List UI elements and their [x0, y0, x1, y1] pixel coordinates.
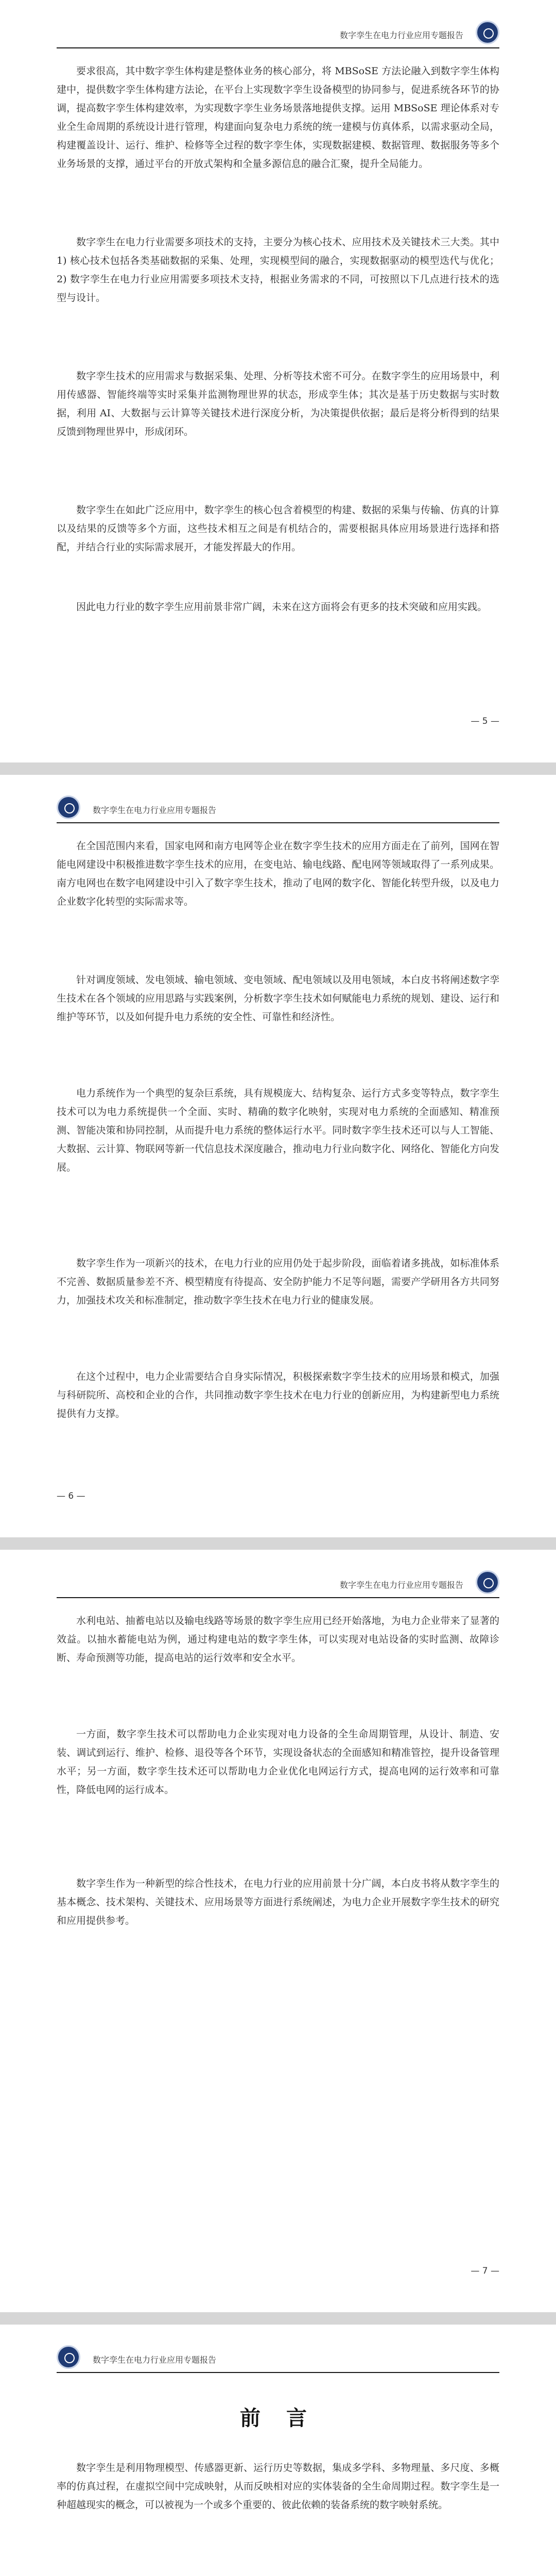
paragraph: 在这个过程中，电力企业需要结合自身实际情况，积极探索数字孪生技术的应用场景和模式，加强与科研院所、高校和企业的合作，共同推动数字孪生技术在电力行业的创新应用，为构建新型电力系统提供有力支撑。 [57, 1371, 499, 1419]
paragraph: 电力系统作为一个典型的复杂巨系统，具有规模庞大、结构复杂、运行方式多变等特点，数字孪生技术可以为电力系统提供一个全面、实时、精确的数字化映射，实现对电力系统的全面感知、精准预测、智能决策和协同控制，从而提升电力系统的整体运行水平。同时数字孪生技术还可以与人工智能、大数据、云计算、物联网等新一代信息技术深度融合，推动电力行业向数字化、网络化、智能化方向发展。 [57, 1088, 499, 1173]
page-separator [0, 1537, 556, 1550]
paragraph: 水利电站、抽蓄电站以及输电线路等场景的数字孪生应用已经开始落地，为电力企业带来了显著的效益。以抽水蓄能电站为例，通过构建电站的数字孪生体，可以实现对电站设备的实时监测、故障诊断、寿命预测等功能，提高电站的运行效率和安全水平。 [57, 1615, 499, 1664]
logo-icon [476, 1570, 499, 1594]
page-header [57, 21, 499, 48]
paragraph: 数字孪生作为一种新型的综合性技术，在电力行业的应用前景十分广阔，本白皮书将从数字孪生的基本概念、技术架构、关键技术、应用场景等方面进行系统阐述，为电力企业开展数字孪生技术的研究和应用提供参考。 [57, 1878, 499, 1926]
paragraph: 数字孪生在如此广泛应用中，数字孪生的核心包含着模型的构建、数据的采集与传输、仿真的计算以及结果的反馈等多个方面，这些技术相互之间是有机结合的，需要根据具体应用场景进行选择和搭配，并结合行业的实际需求展开，才能发挥最大的作用。 [57, 504, 499, 553]
paragraph: 在全国范围内来看，国家电网和南方电网等企业在数字孪生技术的应用方面走在了前列，国网在智能电网建设中积极推进数字孪生技术的应用，在变电站、输电线路、配电网等领域取得了一系列成果。南方电网也在数字电网建设中引入了数字孪生技术，推动了电网的数字化、智能化转型升级，以及电力企业数字化转型的实际需求等。 [57, 840, 499, 907]
paragraph: 一方面，数字孪生技术可以帮助电力企业实现对电力设备的全生命周期管理，从设计、制造、安装、调试到运行、维护、检修、退役等各个环节，实现设备状态的全面感知和精准管控，提升设备管理水平；另一方面，数字孪生技术还可以帮助电力企业优化电网运行方式，提高电网的运行效率和可靠性，降低电网的运行成本。 [57, 1728, 499, 1795]
paragraph: 数字孪生作为一项新兴的技术，在电力行业的应用仍处于起步阶段，面临着诸多挑战，如标准体系不完善、数据质量参差不齐、模型精度有待提高、安全防护能力不足等问题，需要产学研用各方共同努力，加强技术攻关和标准制定，推动数字孪生技术在电力行业的健康发展。 [57, 1258, 499, 1306]
paragraph: 要求很高，其中数字孪生体构建是整体业务的核心部分，将 MBSoSE 方法论融入到数字孪生体构建中，提供数字孪生体构建方法论，在平台上实现数字孪生设备模型的协同参与，促进系统各环节的协调，提高数字孪生体构建效率，为实现数字孪生业务场景落地提供支撑。运用 MBSoSE 理论体系对专业全生命周期的系统设计进行管理，构建面向复杂电力系统的统一建模与仿真体系，以需求驱动全局，构建覆盖设计、运行、维护、检修等全过程的数字孪生体，实现数据建模、数据管理、数据服务等多个业务场景的支撑，通过平台的开放式架构和全量多源信息的融合汇聚，提升全局能力。 [57, 65, 499, 170]
page-separator [0, 2312, 556, 2325]
page-header [57, 2345, 499, 2373]
header-title: 数字孪生在电力行业应用专题报告 [93, 805, 217, 815]
logo-icon [476, 21, 499, 44]
document-page-4 [0, 2325, 556, 2576]
page-header [57, 795, 499, 823]
paragraph: 针对调度领域、发电领域、输电领域、变电领域、配电领域以及用电领域，本白皮书将阐述数字孪生技术在各个领域的应用思路与实践案例，分析数字孪生技术如何赋能电力系统的规划、建设、运行和维护等环节，以及如何提升电力系统的安全性、可靠性和经济性。 [57, 974, 499, 1023]
document-page-1 [0, 0, 556, 762]
paragraph: 数字孪生技术的应用需求与数据采集、处理、分析等技术密不可分。在数字孪生的应用场景中，利用传感器、智能终端等实时采集并监测物理世界的状态，形成孪生体；其次是基于历史数据与实时数据，利用 AI、大数据与云计算等关键技术进行深度分析，为决策提供依据；最后是将分析得到的结果反馈到物理世界中，形成闭环。 [57, 370, 499, 437]
page-separator [0, 762, 556, 775]
header-title: 数字孪生在电力行业应用专题报告 [339, 30, 463, 40]
page-number: — 5 — [471, 716, 499, 726]
section-title: 前 言 [240, 2406, 316, 2430]
page-number: — 7 — [471, 2266, 499, 2276]
header-title: 数字孪生在电力行业应用专题报告 [93, 2355, 217, 2365]
logo-icon [57, 2345, 80, 2369]
page-number: — 6 — [57, 1491, 85, 1501]
logo-icon [57, 795, 80, 819]
document-page-3 [0, 1550, 556, 2312]
document-page-2 [0, 775, 556, 1537]
page-header [57, 1570, 499, 1598]
header-title: 数字孪生在电力行业应用专题报告 [339, 1580, 463, 1590]
paragraph: 数字孪生在电力行业需要多项技术的支持，主要分为核心技术、应用技术及关键技术三大类。其中 1) 核心技术包括各类基础数据的采集、处理，实现模型间的融合，实现数据驱动的模型迭代与优化；2) 数字孪生在电力行业应用需要多项技术支持，根据业务需求的不同，可按照以下几点进行技术的选型与设计。 [57, 236, 499, 303]
paragraph: 因此电力行业的数字孪生应用前景非常广阔，未来在这方面将会有更多的技术突破和应用实践。 [76, 601, 488, 613]
paragraph: 数字孪生是利用物理模型、传感器更新、运行历史等数据，集成多学科、多物理量、多尺度、多概率的仿真过程，在虚拟空间中完成映射，从而反映相对应的实体装备的全生命周期过程。数字孪生是一种超越现实的概念，可以被视为一个或多个重要的、彼此依赖的装备系统的数字映射系统。 [57, 2462, 499, 2511]
